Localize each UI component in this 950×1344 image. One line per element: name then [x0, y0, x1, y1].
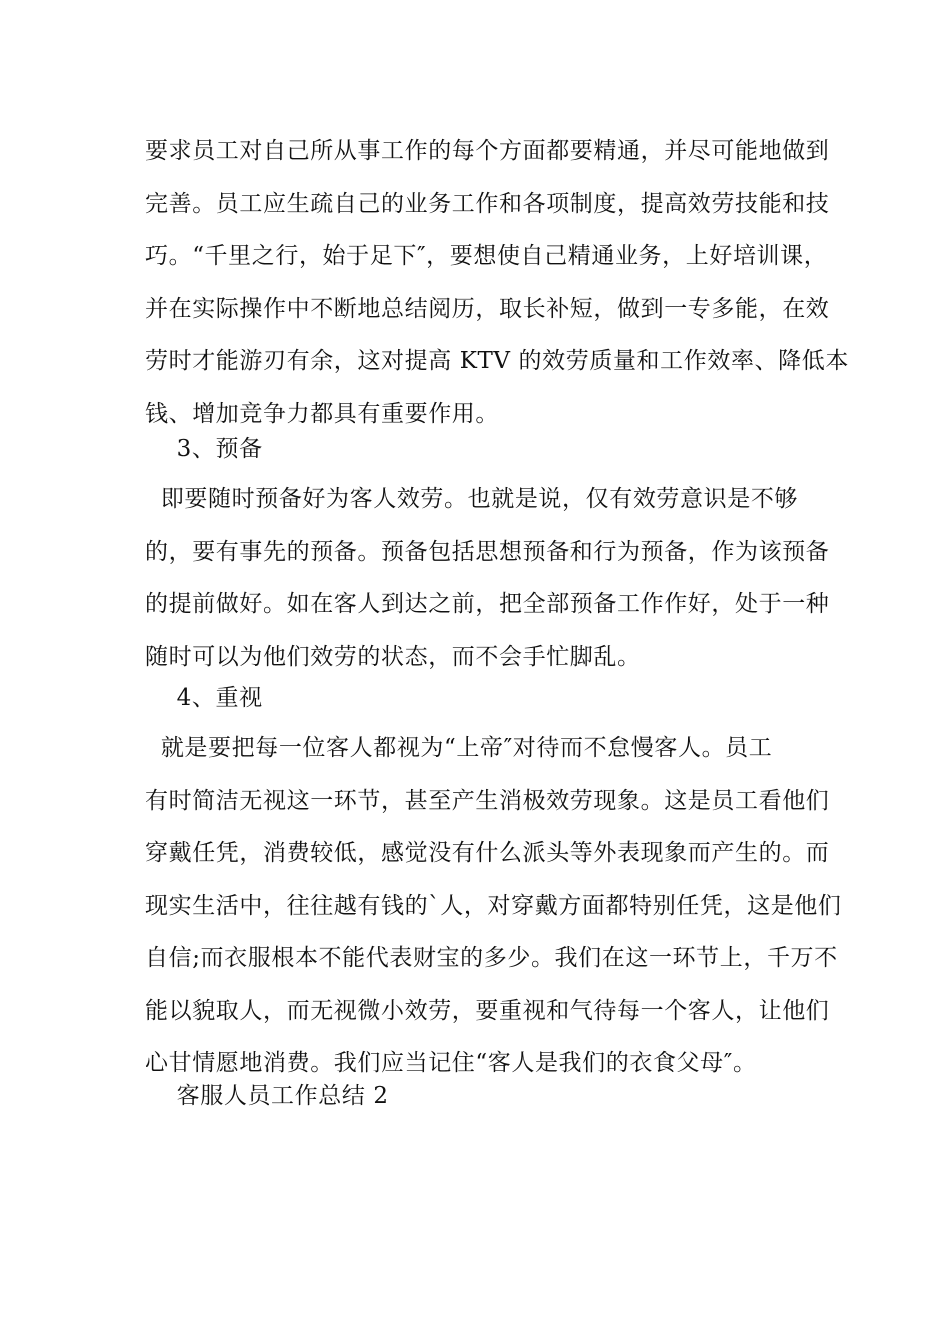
section-heading-summary-2	[145, 1070, 825, 1123]
text-line: 能以貌取人，而无视微小效劳，要重视和气待每一个客人，让他们	[145, 997, 830, 1024]
text-line: 现实生活中，往往越有钱的`人，对穿戴方面都特别任凭，这是他们	[145, 892, 842, 919]
text-line: 要求员工对自己所从事工作的每个方面都要精通，并尽可能地做到	[145, 138, 830, 164]
section-heading-attention	[145, 672, 825, 725]
text-line: 巧。“千里之行，始于足下″，要想使自己精通业务，上好培训课，	[145, 243, 828, 269]
text-line: 劳时才能游刃有余，这对提高 KTV 的效劳质量和工作效率、降低本	[145, 348, 849, 374]
text-line: 自信;而衣服根本不能代表财宝的多少。我们在这一环节上，千万不	[145, 945, 838, 971]
text-line: 穿戴任凭，消费较低，感觉没有什么派头等外表现象而产生的。而	[145, 840, 830, 866]
section-heading-preparation	[145, 423, 825, 476]
paragraph-preparation	[145, 473, 830, 683]
text-line: 的提前做好。如在客人到达之前，把全部预备工作作好，处于一种	[145, 591, 830, 617]
text-line: 即要随时预备好为客人效劳。也就是说，仅有效劳意识是不够	[145, 486, 799, 512]
heading-line: 4、重视	[145, 685, 263, 711]
heading-line: 客服人员工作总结 2	[145, 1083, 389, 1109]
text-line: 钱、增加竞争力都具有重要作用。	[145, 400, 499, 427]
paragraph-attention	[145, 722, 842, 1090]
text-line: 完善。员工应生疏自己的业务工作和各项制度，提高效劳技能和技	[145, 190, 830, 217]
paragraph-proficiency	[145, 125, 849, 440]
heading-line: 3、预备	[145, 436, 263, 462]
text-line: 的，要有事先的预备。预备包括思想预备和行为预备，作为该预备	[145, 538, 830, 565]
text-line: 有时简洁无视这一环节，甚至产生消极效劳现象。这是员工看他们	[145, 787, 830, 814]
text-line: 心甘情愿地消费。我们应当记住“客人是我们的衣食父母″。	[145, 1050, 757, 1076]
text-line: 随时可以为他们效劳的状态，而不会手忙脚乱。	[145, 643, 641, 670]
text-line: 就是要把每一位客人都视为“上帝″对待而不怠慢客人。员工	[145, 735, 773, 761]
text-line: 并在实际操作中不断地总结阅历，取长补短，做到一专多能，在效	[145, 295, 830, 322]
